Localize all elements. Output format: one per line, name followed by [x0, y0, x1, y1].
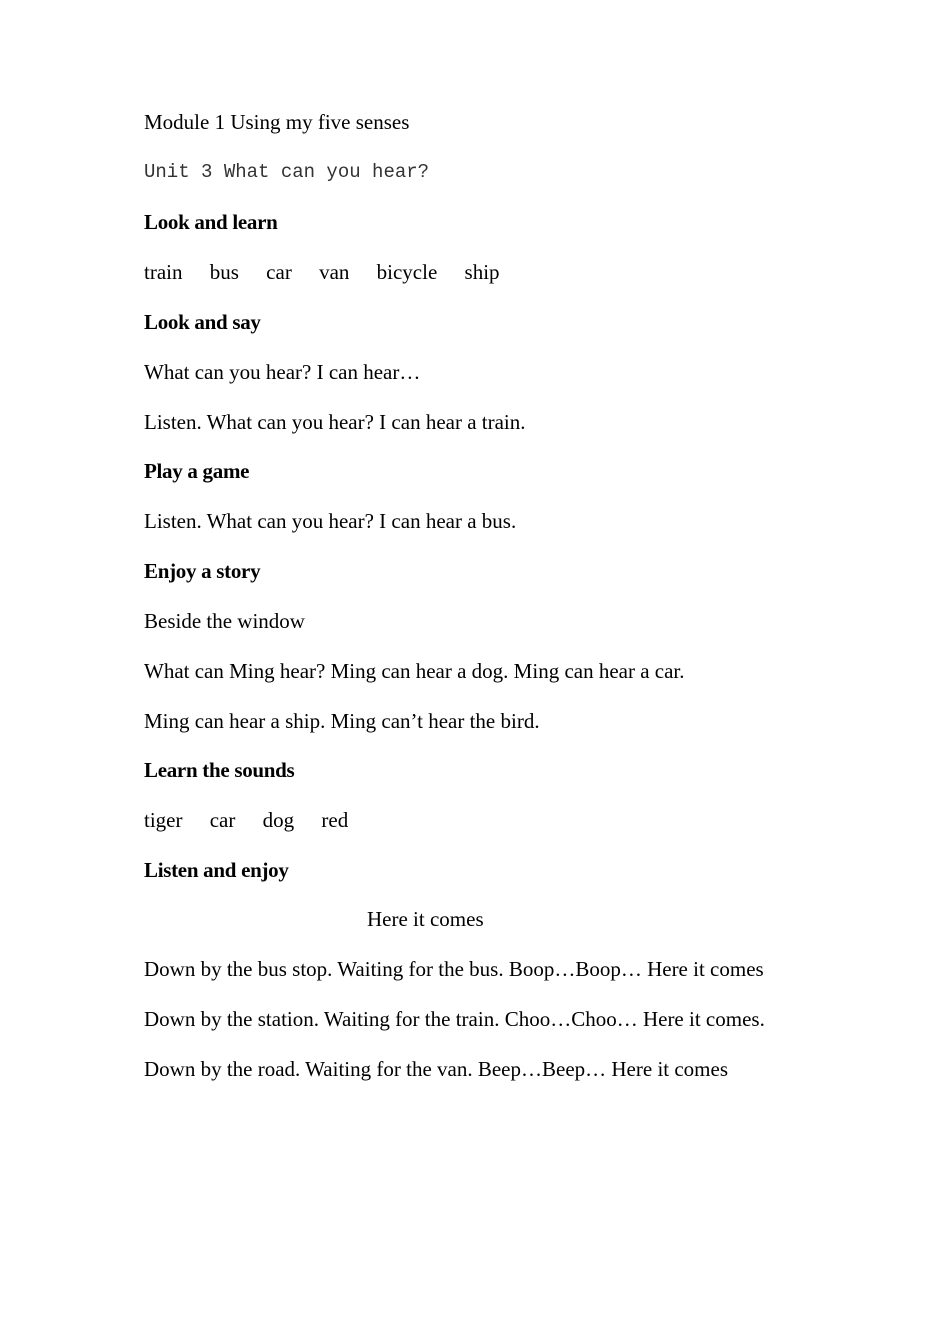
module-title: Module 1 Using my five senses: [144, 110, 410, 134]
play-a-game-line: Listen. What can you hear? I can hear a bus.: [144, 509, 517, 533]
song-line: Down by the road. Waiting for the van. Beep…Beep… Here it comes: [144, 1057, 729, 1081]
story-title: Beside the window: [144, 609, 305, 633]
listen-and-enjoy-heading: Listen and enjoy: [144, 858, 289, 882]
learn-the-sounds-words: [144, 805, 370, 835]
look-and-say-line: Listen. What can you hear? I can hear a train.: [144, 410, 526, 434]
word-item: tiger: [144, 808, 183, 832]
unit-title: Unit 3 What can you hear?: [144, 161, 430, 183]
look-and-learn-words: [144, 257, 522, 287]
look-and-say-line: What can you hear? I can hear…: [144, 360, 421, 384]
word-item: car: [266, 260, 292, 284]
song-title: Here it comes: [367, 907, 484, 931]
word-item: bicycle: [376, 260, 438, 284]
story-line: What can Ming hear? Ming can hear a dog. Ming can hear a car.: [144, 659, 685, 683]
look-and-learn-heading: Look and learn: [144, 210, 278, 234]
song-line: Down by the station. Waiting for the train. Choo…Choo… Here it comes.: [144, 1007, 765, 1031]
play-a-game-heading: Play a game: [144, 459, 250, 483]
word-item: ship: [464, 260, 500, 284]
word-item: train: [144, 260, 183, 284]
word-item: red: [321, 808, 349, 832]
enjoy-a-story-heading: Enjoy a story: [144, 559, 261, 583]
story-line: Ming can hear a ship. Ming can’t hear the bird.: [144, 709, 540, 733]
word-item: dog: [262, 808, 295, 832]
word-item: car: [209, 808, 236, 832]
word-item: van: [319, 260, 350, 284]
word-item: bus: [209, 260, 239, 284]
look-and-say-heading: Look and say: [144, 310, 261, 334]
learn-the-sounds-heading: Learn the sounds: [144, 758, 295, 782]
song-line: Down by the bus stop. Waiting for the bus. Boop…Boop… Here it comes: [144, 957, 764, 981]
